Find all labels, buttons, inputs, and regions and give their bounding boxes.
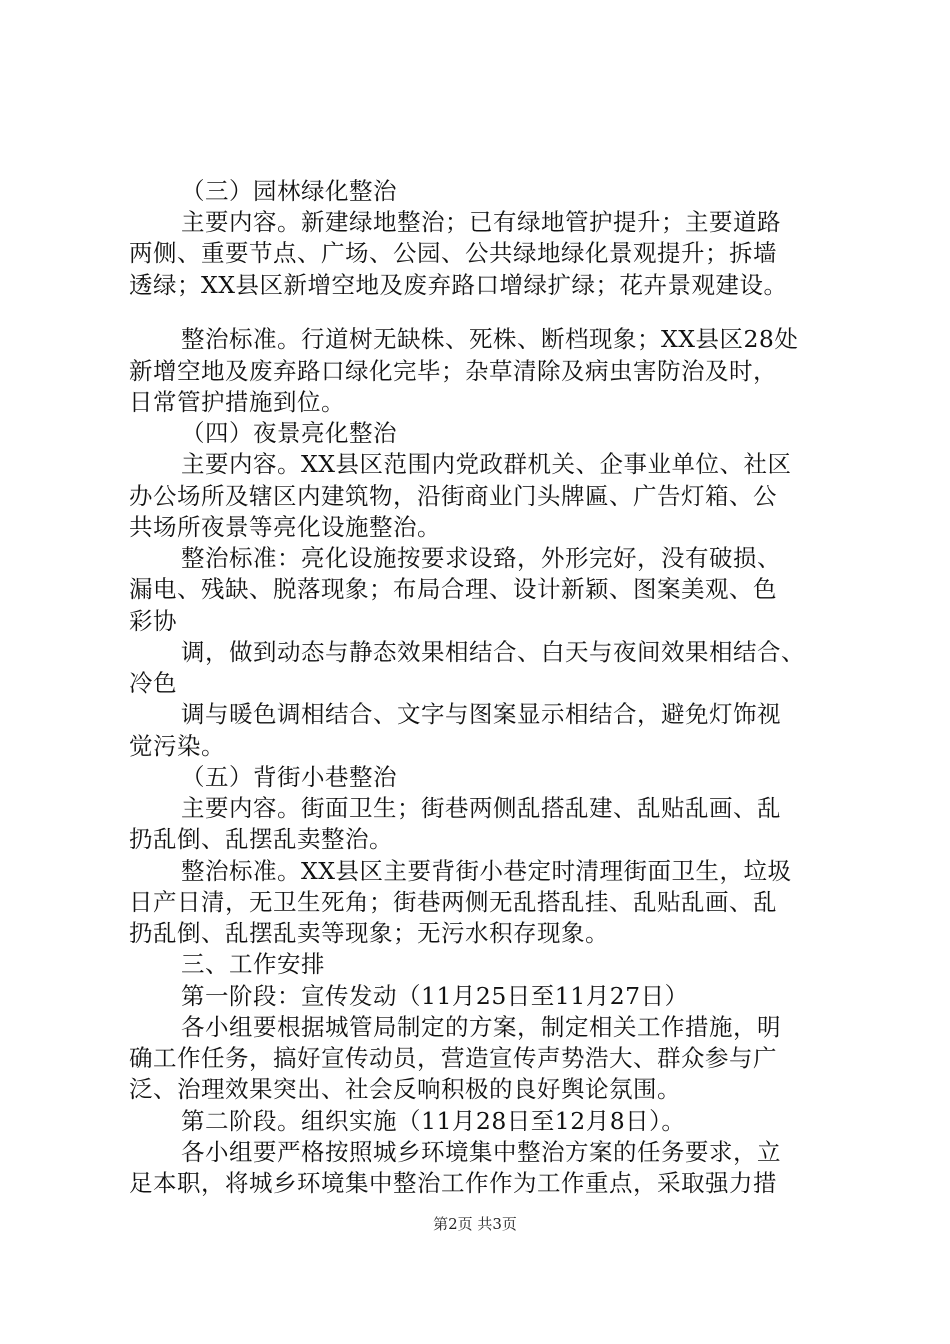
paragraph-line: 两侧、重要节点、广场、公园、公共绿地绿化景观提升；拆墙 [129,239,777,267]
paragraph-line: 各小组要根据城管局制定的方案，制定相关工作措施，明 [181,1013,781,1041]
paragraph-line: 扔乱倒、乱摆乱卖等现象；无污水积存现象。 [129,919,609,947]
section-heading: （三）园林绿化整治 [181,177,397,205]
paragraph-line: 第一阶段：宣传发动（11月25日至11月27日） [181,982,689,1010]
paragraph-line: 觉污染。 [129,732,225,760]
paragraph-line: 主要内容。街面卫生；街巷两侧乱搭乱建、乱贴乱画、乱 [181,794,781,822]
paragraph-line: 办公场所及辖区内建筑物，沿街商业门头牌匾、广告灯箱、公 [129,482,777,510]
paragraph-line: 日常管护措施到位。 [129,388,345,416]
paragraph-line: 确工作任务，搞好宣传动员，营造宣传声势浩大、群众参与广 [129,1044,777,1072]
paragraph-line: 新增空地及废弃路口绿化完毕；杂草清除及病虫害防治及时， [129,357,777,385]
paragraph-line: 共场所夜景等亮化设施整治。 [129,513,441,541]
page-number-footer: 第2页 共3页 [433,1215,517,1233]
section-heading: 三、工作安排 [181,950,325,978]
section-heading: （五）背街小巷整治 [181,763,397,791]
paragraph-line: 冷色 [129,669,177,697]
paragraph-line: 调，做到动态与静态效果相结合、白天与夜间效果相结合、 [181,638,805,666]
paragraph-line: 第二阶段。组织实施（11月28日至12月8日）。 [181,1107,686,1135]
paragraph-line: 调与暖色调相结合、文字与图案显示相结合，避免灯饰视 [181,700,781,728]
paragraph-line: 主要内容。新建绿地整治；已有绿地管护提升；主要道路 [181,208,781,236]
paragraph-line: 整治标准。XX县区主要背街小巷定时清理街面卫生，垃圾 [181,857,792,885]
paragraph-line: 泛、治理效果突出、社会反响积极的良好舆论氛围。 [129,1075,681,1103]
paragraph-line: 各小组要严格按照城乡环境集中整治方案的任务要求，立 [181,1138,781,1166]
paragraph-line: 整治标准。行道树无缺株、死株、断档现象；XX县区28处 [181,325,799,353]
paragraph-line: 主要内容。XX县区范围内党政群机关、企事业单位、社区 [181,450,792,478]
paragraph-line: 扔乱倒、乱摆乱卖整治。 [129,825,393,853]
section-heading: （四）夜景亮化整治 [181,419,397,447]
paragraph-line: 日产日清，无卫生死角；街巷两侧无乱搭乱挂、乱贴乱画、乱 [129,888,777,916]
paragraph-line: 透绿；XX县区新增空地及废弃路口增绿扩绿；花卉景观建设。 [129,271,788,299]
paragraph-line: 足本职，将城乡环境集中整治工作作为工作重点，采取强力措 [129,1169,777,1197]
paragraph-line: 整治标准：亮化设施按要求设臵，外形完好，没有破损、 [181,544,781,572]
paragraph-line: 漏电、残缺、脱落现象；布局合理、设计新颖、图案美观、色 [129,575,777,603]
paragraph-line: 彩协 [129,607,177,635]
